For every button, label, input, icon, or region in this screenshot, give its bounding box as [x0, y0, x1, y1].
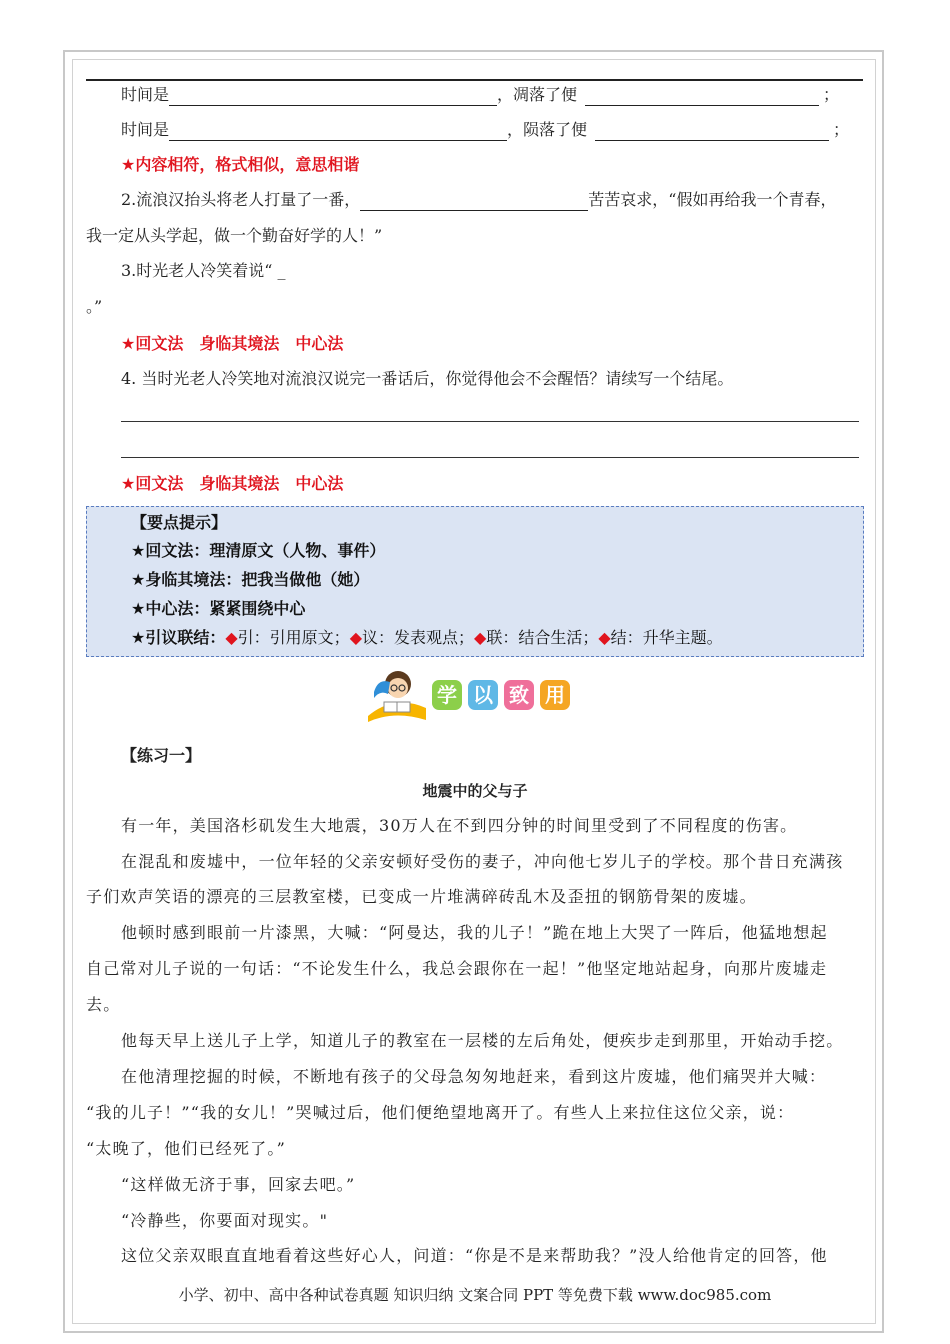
- answer-blank[interactable]: [595, 124, 829, 141]
- key-points-heading: 【要点提示】: [131, 513, 228, 532]
- answer-blank[interactable]: [360, 194, 588, 211]
- section-banner: [364, 664, 584, 724]
- story-title: 地震中的父与子: [422, 782, 528, 800]
- q1-line1-prefix: 时间是: [121, 85, 170, 104]
- answer-blank[interactable]: [169, 89, 497, 106]
- diamond-icon: ◆: [349, 628, 362, 647]
- diamond-icon: ◆: [225, 628, 238, 647]
- method-tip-2: ★回文法 身临其境法 中心法: [121, 334, 344, 353]
- method-tip-1: ★内容相符，格式相似，意思相谐: [121, 155, 360, 174]
- answer-blank[interactable]: [169, 124, 507, 141]
- story-line: 自己常对儿子说的一句话：“不论发生什么，我总会跟你在一起！”他坚定地站起身，向那片废墟走: [86, 959, 828, 978]
- banner-char-4: 用: [540, 680, 570, 710]
- page-footer: 小学、初中、高中各种试卷真题 知识归纳 文案合同 PPT 等免费下载 www.doc985.com: [178, 1286, 772, 1304]
- q1-line2-prefix: 时间是: [121, 120, 170, 139]
- key-point-3: ★中心法：紧紧围绕中心: [131, 599, 306, 618]
- q2-line-1: [121, 189, 836, 211]
- q1-line-2: [121, 119, 849, 141]
- story-line: 去。: [86, 995, 121, 1014]
- story-line: 子们欢声笑语的漂亮的三层教室楼，已变成一片堆满碎砖乱木及歪扭的钢筋骨架的废墟。: [86, 887, 757, 906]
- story-line: “太晚了，他们已经死了。”: [86, 1139, 286, 1158]
- diamond-icon: ◆: [474, 628, 487, 647]
- q1-line2-end: ；: [833, 120, 850, 139]
- header-rule: [86, 79, 863, 81]
- key-point-4-part: 联：结合生活；: [486, 628, 599, 647]
- banner-char-2: 以: [468, 680, 498, 710]
- story-line: “这样做无济于事，回家去吧。”: [121, 1175, 356, 1194]
- story-line: 有一年，美国洛杉矶发生大地震，30万人在不到四分钟的时间里受到了不同程度的伤害。: [121, 816, 798, 835]
- story-line: 他每天早上送儿子上学，知道儿子的教室在一层楼的左后角处，便疾步走到那里，开始动手挖。: [121, 1031, 844, 1050]
- story-line: 在他清理挖掘的时候，不断地有孩子的父母急匆匆地赶来，看到这片废墟，他们痛哭并大喊：: [121, 1067, 827, 1086]
- answer-line-2[interactable]: [121, 457, 859, 458]
- q1-line-1: [121, 84, 839, 106]
- diamond-icon: ◆: [598, 628, 611, 647]
- q3-line-2: 。”: [86, 297, 103, 316]
- story-line: 他顿时感到眼前一片漆黑，大喊：“阿曼达，我的儿子！”跪在地上大哭了一阵后，他猛地想起: [121, 923, 828, 942]
- q2-line-2: 我一定从头学起，做一个勤奋好学的人！”: [86, 226, 383, 245]
- student-reading-icon: [364, 664, 430, 724]
- key-point-4: [131, 627, 723, 649]
- answer-blank[interactable]: [585, 89, 819, 106]
- exercise-label: 【练习一】: [121, 746, 202, 765]
- q2-text-a: 2.流浪汉抬头将老人打量了一番，: [121, 190, 361, 209]
- story-line: 这位父亲双眼直直地看着这些好心人，问道：“你是不是来帮助我？”没人给他肯定的回答，他: [121, 1246, 828, 1265]
- q4-question: 4. 当时光老人冷笑地对流浪汉说完一番话后，你觉得他会不会醒悟？请续写一个结尾。: [121, 369, 734, 388]
- key-points-box: [86, 506, 864, 657]
- key-point-4-part: 结：升华主题。: [610, 628, 723, 647]
- banner-char-3: 致: [504, 680, 534, 710]
- story-line: “我的儿子！”“我的女儿！”哭喊过后，他们便绝望地离开了。有些人上来拉住这位父亲，说：: [86, 1103, 795, 1122]
- q3-line-1: 3.时光老人冷笑着说“ _: [121, 261, 286, 280]
- q1-line1-middle: ，凋落了便: [497, 85, 578, 104]
- key-point-1: ★回文法：理清原文（人物、事件）: [131, 541, 386, 560]
- story-line: 在混乱和废墟中，一位年轻的父亲安顿好受伤的妻子，冲向他七岁儿子的学校。那个昔日充满孩: [121, 852, 844, 871]
- banner-char-1: 学: [432, 680, 462, 710]
- method-tip-3: ★回文法 身临其境法 中心法: [121, 474, 344, 493]
- answer-line-1[interactable]: [121, 421, 859, 422]
- key-point-4-part: 议：发表观点；: [362, 628, 475, 647]
- key-point-2: ★身临其境法：把我当做他（她）: [131, 570, 370, 589]
- q1-line2-middle: ，陨落了便: [507, 120, 588, 139]
- key-point-4-label: ★引议联结：: [131, 628, 226, 647]
- story-line: “冷静些，你要面对现实。": [121, 1211, 329, 1230]
- q1-line1-end: ；: [823, 85, 840, 104]
- q2-text-b: 苦苦哀求，“假如再给我一个青春，: [588, 190, 837, 209]
- key-point-4-part: 引：引用原文；: [237, 628, 350, 647]
